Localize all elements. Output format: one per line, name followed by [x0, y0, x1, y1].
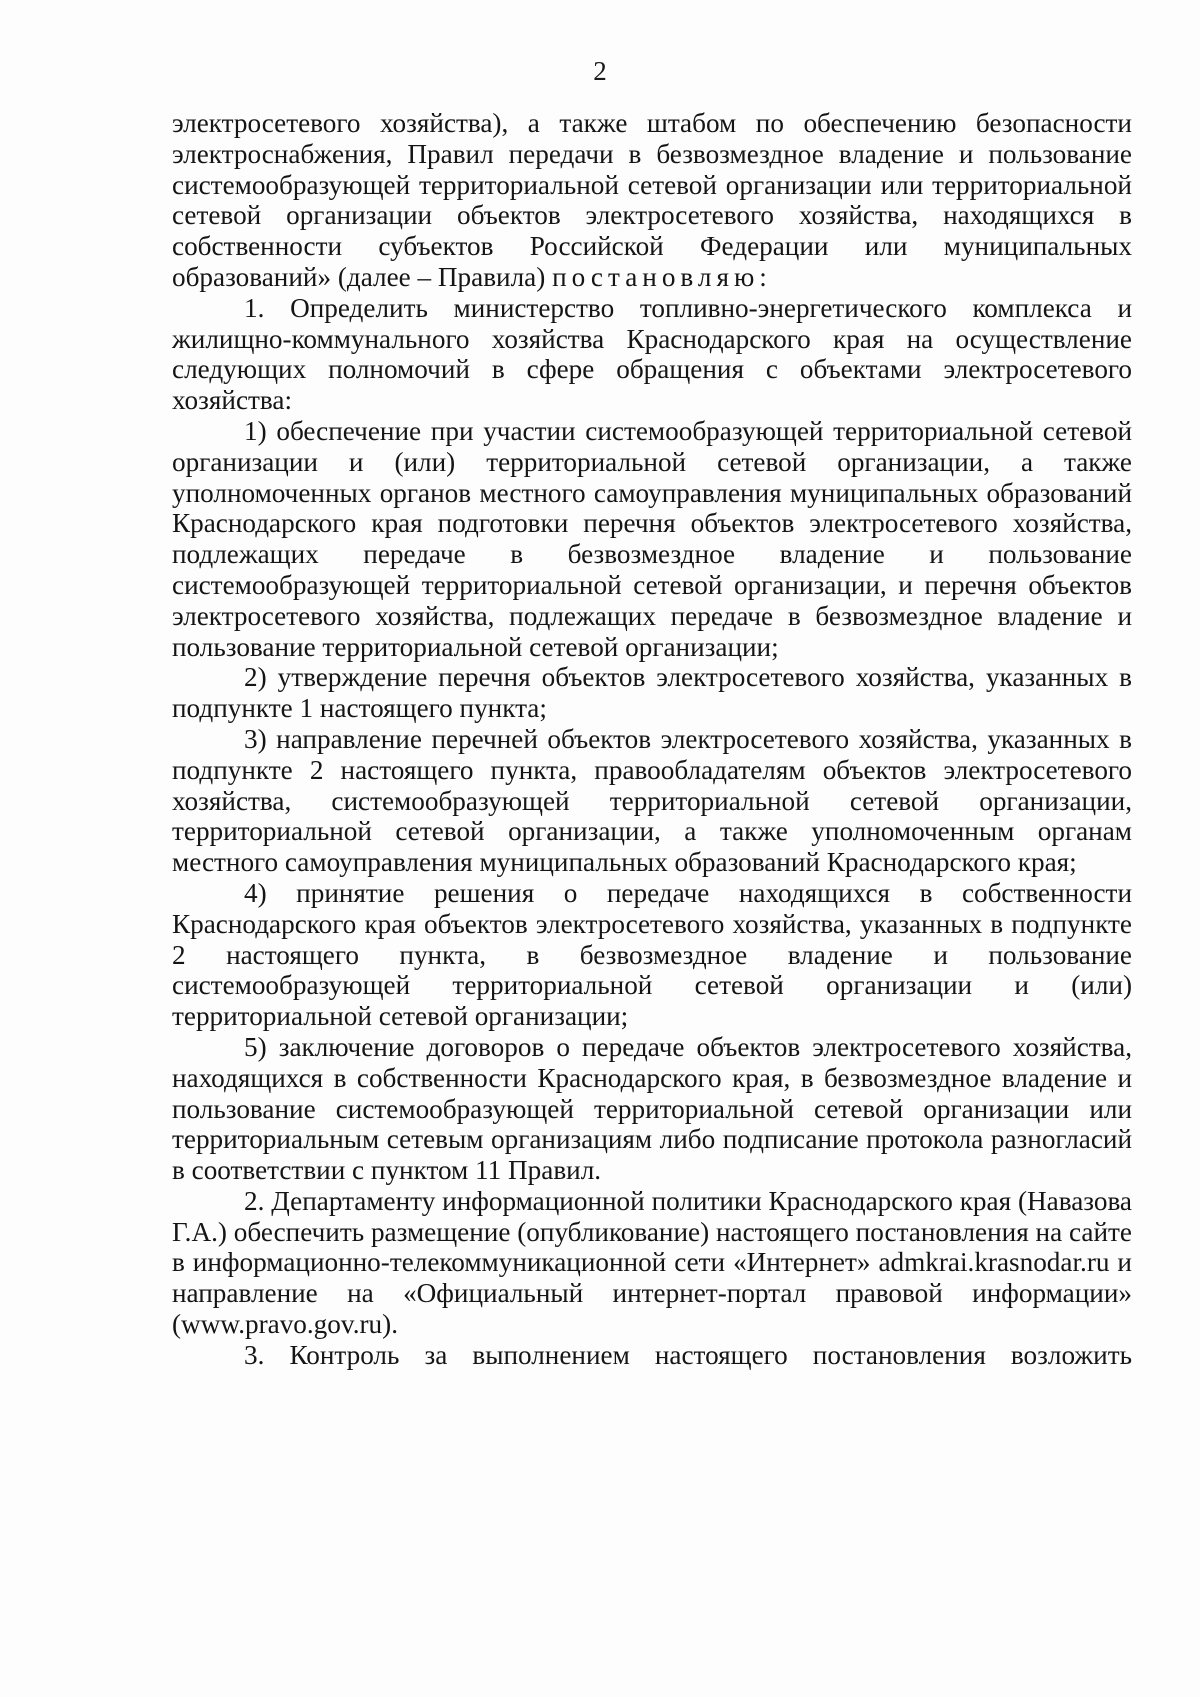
intro-paragraph [172, 108, 1132, 293]
subparagraph-1-5: 5) заключение договоров о передаче объектов электросетевого хозяйства, находящихся в собственности Краснодарского края, в безвозмездное владение и пользование системообразующей территориальной сетевой организации или территориальным сетевым организациям либо подписание протокола разногласий в соответствии с пунктом 11 Правил. [172, 1031, 1132, 1186]
intro-text: электросетевого хозяйства), а также штабом по обеспечению безопасности электроснабжения, Правил передачи в безвозмездное владение и пользование системообразующей территориальной сетевой организации или территориальной сетевой организации объектов электросетевого хозяйства, находящихся в собственности субъектов Российской Федерации или муниципальных образований» (далее – Правила) [172, 108, 1132, 292]
document-body [172, 108, 1132, 1371]
decree-colon: : [759, 261, 767, 292]
subparagraph-1-2: 2) утверждение перечня объектов электросетевого хозяйства, указанных в подпункте 1 настоящего пункта; [172, 662, 1132, 724]
decree-word: постановляю [552, 261, 760, 292]
paragraph-1: 1. Определить министерство топливно-энергетического комплекса и жилищно-коммунального хозяйства Краснодарского края на осуществление следующих полномочий в сфере обращения с объектами электросетевого хозяйства: [172, 292, 1132, 416]
subparagraph-1-3: 3) направление перечней объектов электросетевого хозяйства, указанных в подпункте 2 настоящего пункта, правообладателям объектов электросетевого хозяйства, системообразующей территориальной сетевой организации, территориальной сетевой организации, а также уполномоченным органам местного самоуправления муниципальных образований Краснодарского края; [172, 723, 1132, 878]
subparagraph-1-1: 1) обеспечение при участии системообразующей территориальной сетевой организации и (или) территориальной сетевой организации, а также уполномоченных органов местного самоуправления муниципальных образований Краснодарского края подготовки перечня объектов электросетевого хозяйства, подлежащих передаче в безвозмездное владение и пользование системообразующей территориальной сетевой организации, и перечня объектов электросетевого хозяйства, подлежащих передаче в безвозмездное владение и пользование территориальной сетевой организации; [172, 415, 1132, 662]
paragraph-2: 2. Департаменту информационной политики Краснодарского края (Навазова Г.А.) обеспечить размещение (опубликование) настоящего постановления на сайте в информационно-телекоммуникационной сети «Интернет» admkrai.krasnodar.ru и направление на «Официальный интернет-портал правовой информации» (www.pravo.gov.ru). [172, 1185, 1132, 1340]
page-number: 2 [593, 56, 607, 86]
paragraph-3: 3. Контроль за выполнением настоящего постановления возложить [244, 1339, 1132, 1370]
subparagraph-1-4: 4) принятие решения о передаче находящихся в собственности Краснодарского края объектов электросетевого хозяйства, указанных в подпункте 2 настоящего пункта, в безвозмездное владение и пользование системообразующей территориальной сетевой организации и (или) территориальной сетевой организации; [172, 877, 1132, 1032]
